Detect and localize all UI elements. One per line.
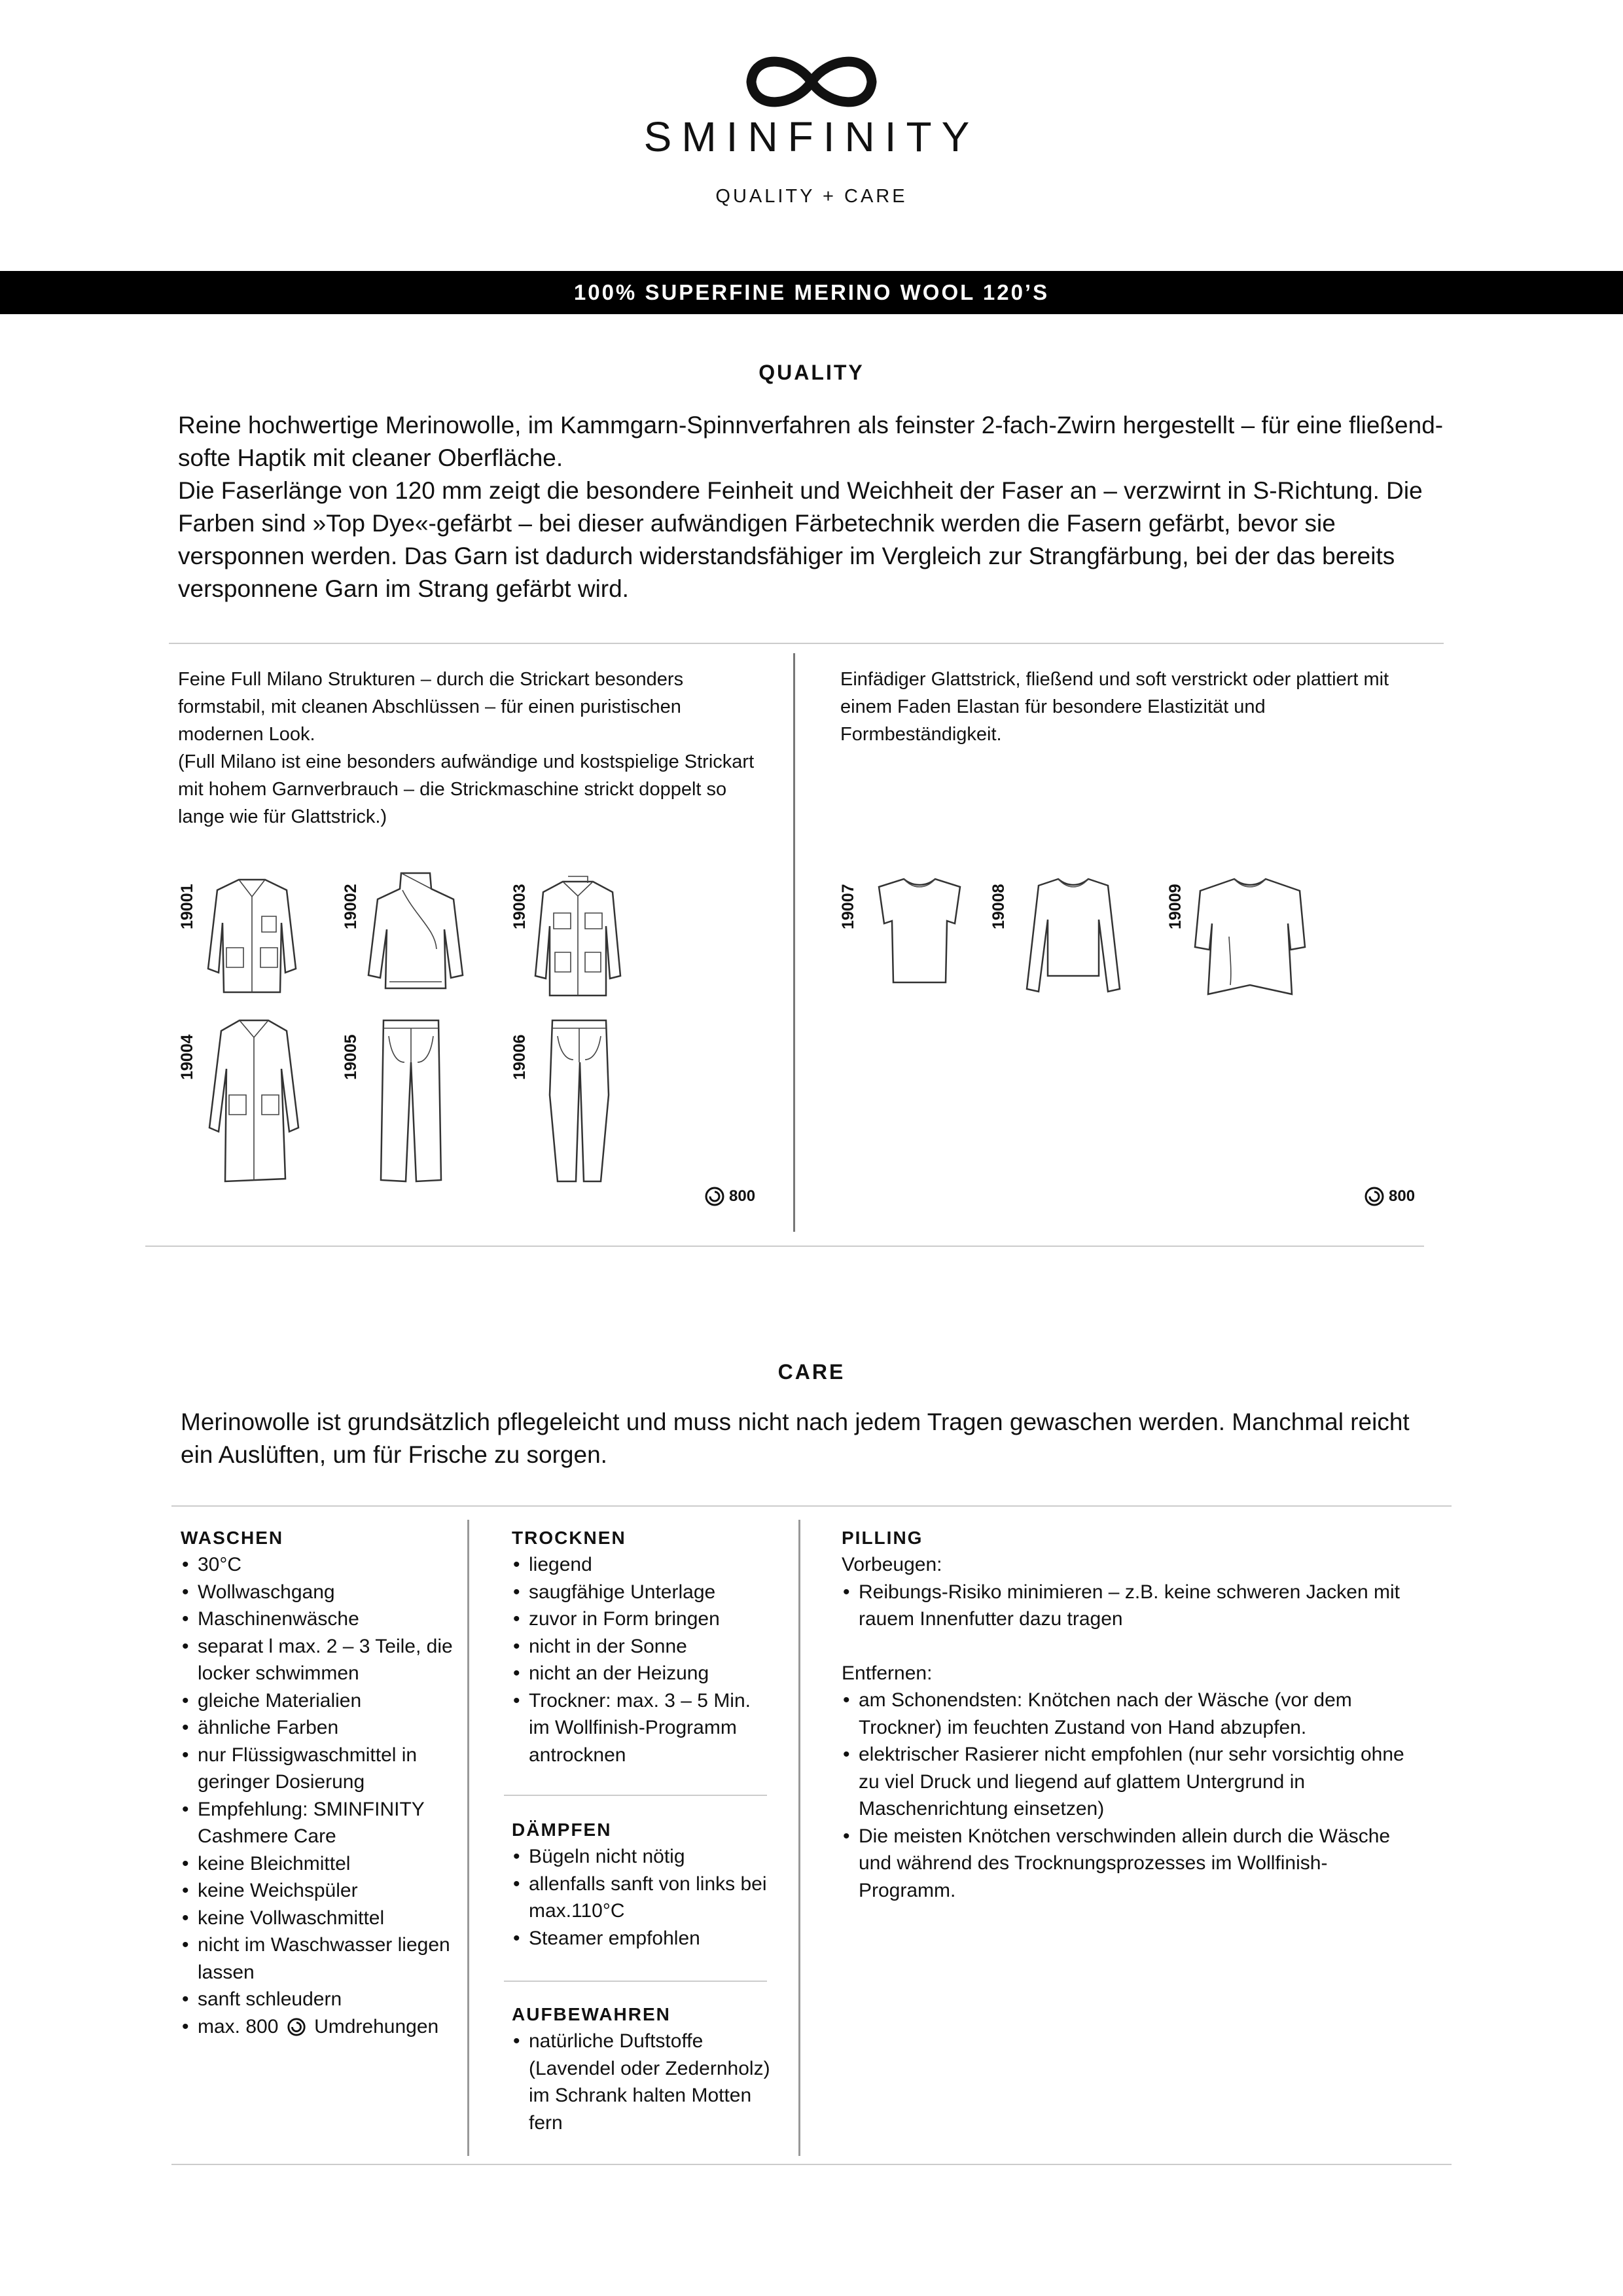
item-code: 19005 <box>342 1034 360 1080</box>
daempfen-column <box>512 1820 774 1952</box>
list-item: • Empfehlung: SMINFINITY Cashmere Care <box>181 1796 455 1850</box>
spin-speed-badge <box>1364 1186 1415 1207</box>
pilling-column <box>842 1528 1418 1904</box>
list-item: • zuvor in Form bringen <box>512 1605 774 1633</box>
item-code: 19003 <box>510 884 529 929</box>
full-milano-text <box>178 666 767 831</box>
pilling-heading: PILLING <box>842 1528 923 1548</box>
full-milano-description: Feine Full Milano Strukturen – durch die Strickart besonders formstabil, mit cleanen Abschlüssen – für einen puristischen modernen Look. <box>178 669 684 745</box>
list-item: • natürliche Duftstoffe (Lavendel oder Zedernholz) im Schrank halten Motten fern <box>512 2028 774 2136</box>
divider <box>504 1981 767 1982</box>
list-item: • am Schonendsten: Knötchen nach der Wäsche (vor dem Trockner) im feuchten Zustand von Hand abzupfen. <box>842 1687 1418 1741</box>
infinity-logo-icon <box>740 46 883 118</box>
list-item: • ähnliche Farben <box>181 1714 455 1742</box>
glattstrick-text: Einfädiger Glattstrick, fließend und soft verstrickt oder plattiert mit einem Faden Elastan für besondere Elastizität und Formbeständigkeit. <box>840 669 1389 745</box>
divider <box>171 1505 1452 1507</box>
list-item: • Bügeln nicht nötig <box>512 1843 774 1871</box>
pilling-remove-list <box>842 1687 1418 1904</box>
wide-trousers-sketch-icon <box>372 1016 450 1187</box>
item-code: 19002 <box>342 884 360 929</box>
list-item: • nicht an der Heizung <box>512 1660 774 1687</box>
coat-dress-sketch-icon <box>202 1016 306 1187</box>
spin-cycle-icon <box>704 1186 725 1207</box>
quality-description <box>178 409 1461 605</box>
column-divider <box>798 1520 800 2156</box>
divider <box>145 1246 1424 1247</box>
list-item: • nicht im Waschwasser liegen lassen <box>181 1931 455 1986</box>
list-item: • Die meisten Knötchen verschwinden allein durch die Wäsche und während des Trocknungsprozesses im Wollfinish-Programm. <box>842 1823 1418 1905</box>
list-item: • saugfähige Unterlage <box>512 1579 774 1606</box>
shirt-jacket-sketch-icon <box>529 874 627 1005</box>
pilling-prevent-list <box>842 1579 1418 1633</box>
list-item: • liegend <box>512 1551 774 1579</box>
quality-title: QUALITY <box>758 361 865 384</box>
spin-speed-value: 800 <box>1389 1187 1416 1205</box>
care-intro: Merinowolle ist grundsätzlich pflegeleicht und muss nicht nach jedem Tragen gewaschen werden. Manchmal reicht ein Auslüften, um für Frische zu sorgen. <box>181 1408 1410 1468</box>
waschen-column <box>181 1528 455 2040</box>
list-item: • gleiche Materialien <box>181 1687 455 1715</box>
divider <box>171 2164 1452 2165</box>
list-item: • keine Vollwaschmittel <box>181 1905 455 1932</box>
trocknen-list <box>512 1551 774 1768</box>
list-item: • separat l max. 2 – 3 Teile, die locker schwimmen <box>181 1633 455 1687</box>
list-item: • max. 800 Umdrehungen <box>181 2013 455 2041</box>
list-item: • keine Weichspüler <box>181 1877 455 1905</box>
list-item: • allenfalls sanft von links bei max.110°C <box>512 1871 774 1925</box>
waschen-list <box>181 1551 455 2040</box>
item-code: 19006 <box>510 1034 529 1080</box>
trocknen-column <box>512 1528 774 1768</box>
list-item: • Maschinenwäsche <box>181 1605 455 1633</box>
list-item: • keine Bleichmittel <box>181 1850 455 1878</box>
list-item: • nur Flüssigwaschmittel in geringer Dosierung <box>181 1742 455 1796</box>
list-item: • elektrischer Rasierer nicht empfohlen (nur sehr vorsichtig ohne zu viel Druck und liegend auf glattem Untergrund in Maschenrichtung einsetzen) <box>842 1741 1418 1823</box>
divider <box>504 1795 767 1796</box>
daempfen-list <box>512 1843 774 1952</box>
pilling-prevent-label: Vorbeugen: <box>842 1554 942 1575</box>
column-divider <box>467 1520 469 2156</box>
list-item: • nicht in der Sonne <box>512 1633 774 1660</box>
item-code: 19008 <box>990 884 1008 929</box>
longsleeve-sketch-icon <box>1024 874 1122 998</box>
spin-cycle-icon <box>1364 1186 1385 1207</box>
tagline: QUALITY + CARE <box>715 186 908 207</box>
item-code: 19001 <box>178 884 196 929</box>
list-item: • sanft schleudern <box>181 1986 455 2013</box>
jacket-sketch-icon <box>203 870 301 1001</box>
aufbewahren-heading: AUFBEWAHREN <box>512 2004 671 2024</box>
waschen-heading: WASCHEN <box>181 1528 284 1548</box>
list-item: • 30°C <box>181 1551 455 1579</box>
aufbewahren-list <box>512 2028 774 2136</box>
brand-name: SMINFINITY <box>643 113 980 160</box>
spin-cycle-icon <box>287 2017 306 2037</box>
quality-paragraph-2: Die Faserlänge von 120 mm zeigt die besondere Feinheit und Weichheit der Faser an – verzwirnt in S-Richtung. Die Farben sind »Top Dye«-gefärbt – bei dieser aufwändigen Färbetechnik werden die Fasern gefärbt, bevor sie versponnen werden. Das Garn ist dadurch widerstandsfähiger im Vergleich zur Strangfärbung, bei der das bereits versponnene Garn im Strang gefärbt wird. <box>178 477 1423 602</box>
list-item: • Steamer empfohlen <box>512 1925 774 1952</box>
item-code: 19009 <box>1166 884 1185 929</box>
daempfen-heading: DÄMPFEN <box>512 1820 612 1840</box>
spin-speed-badge <box>704 1186 755 1207</box>
list-item: • Wollwaschgang <box>181 1579 455 1606</box>
list-item: • Reibungs-Risiko minimieren – z.B. keine schweren Jacken mit rauem Innenfutter dazu tragen <box>842 1579 1418 1633</box>
quality-paragraph-1: Reine hochwertige Merinowolle, im Kammgarn-Spinnverfahren als feinster 2-fach-Zwirn hergestellt – für eine fließend-softe Haptik mit cleaner Oberfläche. <box>178 412 1444 471</box>
material-banner: 100% SUPERFINE MERINO WOOL 120’S <box>0 271 1623 314</box>
column-divider <box>793 653 795 1232</box>
pilling-remove-label: Entfernen: <box>842 1662 933 1684</box>
spin-speed-value: 800 <box>729 1187 756 1205</box>
trocknen-heading: TROCKNEN <box>512 1528 626 1548</box>
item-code: 19004 <box>178 1034 196 1080</box>
divider <box>169 643 1444 644</box>
tshirt-sketch-icon <box>874 874 965 992</box>
full-milano-note: (Full Milano ist eine besonders aufwändige und kostspielige Strickart mit hohem Garnverbrauch – die Strickmaschine strickt doppelt so lange wie für Glattstrick.) <box>178 751 755 827</box>
item-code: 19007 <box>839 884 857 929</box>
care-title: CARE <box>777 1360 846 1384</box>
oversize-tee-sketch-icon <box>1191 874 1309 1005</box>
tapered-trousers-sketch-icon <box>543 1016 615 1187</box>
turtleneck-sweater-sketch-icon <box>363 870 468 1001</box>
list-item: • Trockner: max. 3 – 5 Min. im Wollfinish-Programm antrocknen <box>512 1687 774 1769</box>
aufbewahren-column <box>512 2004 774 2136</box>
